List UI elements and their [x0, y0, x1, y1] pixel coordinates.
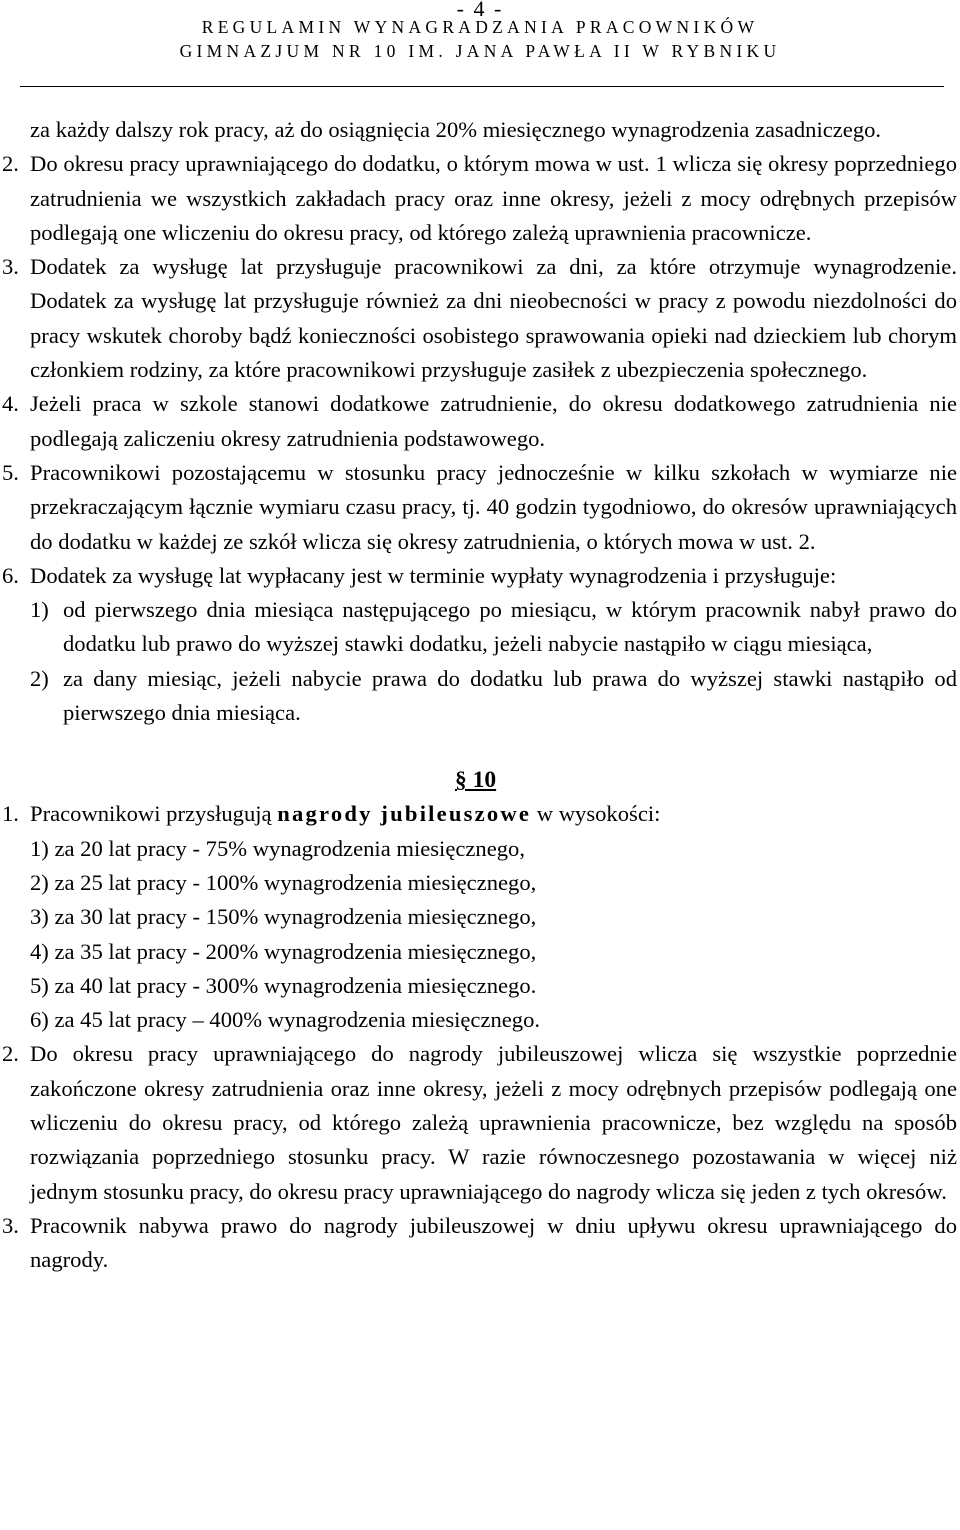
- paragraph-text: Pracownik nabywa prawo do nagrody jubileuszowej w dniu upływu okresu uprawniającego do nagrody.: [30, 1212, 957, 1273]
- section-spacer: [0, 730, 960, 763]
- paragraph-6: [0, 559, 960, 593]
- section-heading: [0, 763, 960, 797]
- list-item-text: od pierwszego dnia miesiąca następującego po miesiącu, w którym pracownik nabył prawo do dodatku lub prawo do wyższej stawki dodatku, jeżeli nabycie nastąpiło w ciągu miesiąca,: [63, 597, 957, 657]
- bold-term: nagrody jubileuszowe: [277, 801, 532, 827]
- list-item: 3) za 30 lat pracy - 150% wynagrodzenia miesięcznego,: [30, 904, 537, 930]
- section-number: § 10: [455, 767, 497, 794]
- paragraph-text: Dodatek za wysługę lat przysługuje pracownikowi za dni, za które otrzymuje wynagrodzenie. Dodatek za wysługę lat przysługuje również za dni nieobecności w pracy z powodu niezdolności do pracy wskutek choroby bądź konieczności osobistego sprawowania opieki nad dzieckiem lub chorym członkiem rodziny, za które pracownikowi przysługuje zasiłek z ubezpieczenia społecznego.: [30, 254, 957, 383]
- paragraph-s2: [0, 1037, 960, 1208]
- list-item-number: 2): [30, 665, 49, 691]
- list-item: 4) za 35 lat pracy - 200% wynagrodzenia miesięcznego,: [30, 938, 537, 964]
- paragraph-s1: [0, 797, 960, 831]
- header-title: REGULAMIN WYNAGRADZANIA PRACOWNIKÓW: [201, 17, 759, 37]
- paragraph-s3: [0, 1209, 960, 1278]
- paragraph-2: [0, 147, 960, 250]
- paragraph-text: Do okresu pracy uprawniającego do dodatku, o którym mowa w ust. 1 wlicza się okresy poprzedniego zatrudnienia we wszystkich zakładach pracy oraz inne okresy, jeżeli z mocy odrębnych przepisów podlegają one wliczeniu do okresu pracy, od którego zależą uprawnienia pracownicze.: [30, 151, 957, 245]
- paragraph-text: Dodatek za wysługę lat wypłacany jest w terminie wypłaty wynagrodzenia i przysługuje:: [30, 562, 837, 588]
- page-number: - 4 -: [456, 0, 504, 21]
- list-item: [0, 662, 960, 731]
- list-item: 5) za 40 lat pracy - 300% wynagrodzenia miesięcznego.: [30, 972, 537, 998]
- paragraph-number: 1.: [2, 801, 19, 827]
- paragraph-text-tail: w wysokości:: [536, 801, 661, 827]
- paragraph-number: 2.: [2, 1041, 19, 1067]
- paragraph-number: 6.: [2, 562, 19, 588]
- paragraph-text: Pracownikowi pozostającemu w stosunku pracy jednocześnie w kilku szkołach w wymiarze nie przekraczającym łącznie wymiaru czasu pracy, tj. 40 godzin tygodniowo, do okresów uprawniających do dodatku w każdej ze szkół wlicza się okresy zatrudnienia, o których mowa w ust. 2.: [30, 459, 957, 554]
- paragraph-text: Do okresu pracy uprawniającego do nagrody jubileuszowej wlicza się wszystkie poprzednie zakończone okresy zatrudnienia oraz inne okresy, jeżeli z mocy odrębnych przepisów podlegają one wliczeniu do okresu pracy, od którego zależą uprawnienia pracownicze, bez względu na sposób rozwiązania poprzedniego stosunku pracy. W razie równoczesnego pozostawania w więcej niż jednym stosunku pracy, do okresu pracy uprawniającego do nagrody wlicza się jeden z tych okresów.: [30, 1041, 957, 1204]
- paragraph-text: Jeżeli praca w szkole stanowi dodatkowe zatrudnienie, do okresu dodatkowego zatrudnienia nie podlegają zaliczeniu okresy zatrudnienia podstawowego.: [30, 391, 957, 451]
- paragraph-number: 3.: [2, 254, 19, 280]
- paragraph-number: 4.: [2, 391, 19, 417]
- list-item-number: 1): [30, 597, 49, 623]
- paragraph-5: [0, 456, 960, 559]
- paragraph-text: za każdy dalszy rok pracy, aż do osiągnięcia 20% miesięcznego wynagrodzenia zasadniczego.: [30, 117, 882, 142]
- paragraph-number: 2.: [2, 151, 19, 177]
- paragraph-number: 5.: [2, 459, 19, 485]
- list-item: [0, 593, 960, 662]
- paragraph-number: 3.: [2, 1212, 19, 1238]
- document-body: [0, 113, 960, 1278]
- list-item-text: za dany miesiąc, jeżeli nabycie prawa do dodatku lub prawa do wyższej stawki nastąpiło od pierwszego dnia miesiąca.: [63, 665, 957, 726]
- list-item: 1) za 20 lat pracy - 75% wynagrodzenia miesięcznego,: [30, 835, 525, 861]
- list-item: 2) za 25 lat pracy - 100% wynagrodzenia miesięcznego,: [30, 869, 537, 895]
- paragraph-continuation: [0, 113, 960, 147]
- header-rule: [20, 86, 944, 87]
- paragraph-text-lead: Pracownikowi przysługują: [30, 801, 272, 827]
- header-school: GIMNAZJUM NR 10 IM. JANA PAWŁA II W RYBNIKU: [179, 41, 781, 61]
- paragraph-3: [0, 250, 960, 387]
- list-item: 6) za 45 lat pracy – 400% wynagrodzenia miesięcznego.: [30, 1007, 541, 1033]
- paragraph-4: [0, 387, 960, 456]
